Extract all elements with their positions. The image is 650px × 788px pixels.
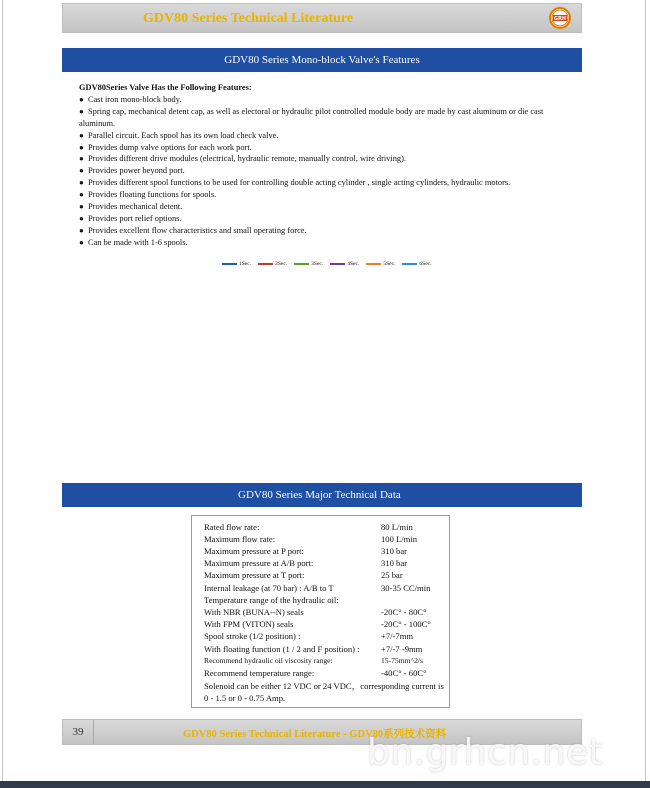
spec-label: With floating function (1 / 2 and F position) : [204, 644, 360, 654]
solenoid-note: Solenoid can be either 12 VDC or 24 VDC，corresponding current is 0 - 1.5 or 0 - 0.75 Amp. [204, 681, 444, 704]
spec-value: 310 bar [381, 558, 408, 568]
legend-label: 1Sec. [239, 261, 252, 267]
spec-row [204, 570, 403, 580]
spec-value: 310 bar [381, 546, 408, 556]
tech-data-box [191, 515, 450, 708]
spec-value: 80 L/min [381, 522, 413, 532]
feature-item [79, 165, 579, 177]
legend-item [366, 261, 395, 267]
spec-row [204, 522, 413, 532]
spec-row [204, 607, 427, 617]
legend-swatch [402, 263, 417, 265]
header-bar [62, 3, 582, 33]
feature-item [79, 225, 579, 237]
features-section-bar [62, 48, 582, 72]
bullet-icon: ● [79, 106, 84, 116]
bullet-icon: ● [79, 94, 84, 104]
bullet-icon: ● [79, 237, 84, 247]
spec-value: 30-35 CC/min [381, 583, 431, 593]
bullet-icon: ● [79, 225, 84, 235]
page-number: 39 [63, 720, 94, 744]
feature-text: Spring cap, mechanical detent cap, as well as electoral or hydraulic pilot controlled module body are made by cast aluminum or die cast aluminum. [79, 106, 544, 128]
feature-item [79, 189, 579, 201]
feature-text: Provides floating functions for spools. [88, 190, 217, 200]
feature-item [79, 237, 579, 249]
spec-label: Rated flow rate: [204, 522, 260, 532]
spec-row [204, 583, 431, 593]
spec-label: Maximum pressure at P port: [204, 546, 304, 556]
bottom-rule [0, 781, 650, 788]
watermark: bn.grhcn.net [367, 732, 604, 773]
spec-label: Recommend hydraulic oil viscosity range: [204, 656, 333, 665]
spec-value: 100 L/min [381, 534, 418, 544]
bullet-icon: ● [79, 166, 84, 176]
spec-label: With FPM (VITON) seals [204, 619, 294, 629]
legend-label: 6Sec. [419, 261, 432, 267]
spec-label: Recommend temperature range: [204, 668, 315, 678]
footer-title: GDV80 Series Technical Literature - GDV80系列技术资料 [183, 729, 447, 740]
spec-label: Maximum pressure at A/B port: [204, 558, 314, 568]
legend-label: 3Sec. [311, 261, 324, 267]
feature-item [79, 153, 579, 165]
feature-text: Provides mechanical detent. [88, 202, 183, 212]
features-heading: GDV80Series Valve Has the Following Features: [79, 83, 252, 92]
spec-label: With NBR (BUNA--N) seals [204, 607, 304, 617]
feature-text: Provides different drive modules (electrical, hydraulic remote, manually control, wire driving). [88, 154, 406, 164]
spec-row [204, 631, 414, 641]
spec-label: Spool stroke (1/2 position) : [204, 631, 301, 641]
page-border-right [645, 0, 646, 788]
legend-label: 2Sec. [275, 261, 288, 267]
feature-item [79, 201, 579, 213]
spec-row [204, 644, 423, 654]
feature-item [79, 177, 579, 189]
legend-item [258, 261, 287, 267]
feature-item [79, 130, 579, 142]
spec-label: Maximum flow rate: [204, 534, 276, 544]
spec-row [204, 558, 408, 568]
bullet-icon: ● [79, 130, 84, 140]
bullet-icon: ● [79, 154, 84, 164]
feature-text: Can be made with 1-6 spools. [88, 237, 188, 247]
legend-item [402, 261, 431, 267]
spec-value: 25 bar [381, 570, 403, 580]
tech-section-bar [62, 483, 582, 507]
bullet-icon: ● [79, 190, 84, 200]
feature-item [79, 213, 579, 225]
spec-label: Maximum pressure at T port: [204, 570, 305, 580]
spec-row [204, 656, 423, 665]
legend-item [294, 261, 323, 267]
features-list [79, 82, 579, 249]
logo-text: GRH [553, 16, 567, 22]
bullet-icon: ● [79, 142, 84, 152]
spec-row [204, 546, 408, 556]
feature-item [79, 106, 579, 130]
company-logo [549, 7, 571, 29]
spec-row [204, 534, 418, 544]
tech-section-title: GDV80 Series Major Technical Data [238, 489, 401, 501]
legend-label: 5Sec. [383, 261, 396, 267]
legend-swatch [258, 263, 273, 265]
feature-text: Provides power beyond port. [88, 166, 185, 176]
spec-value: -20C° - 80C° [381, 607, 427, 617]
legend-swatch [366, 263, 381, 265]
feature-item [79, 94, 579, 106]
feature-text: Cast iron mono-block body. [88, 94, 182, 104]
spec-value: -40C° - 60C° [381, 668, 427, 678]
legend-item [330, 261, 359, 267]
sections-legend [222, 261, 438, 267]
spec-label: Internal leakage (at 70 bar) : A/B to T [204, 583, 334, 593]
header-title: GDV80 Series Technical Literature [143, 11, 354, 26]
spec-value: 15-75mm^2/s [381, 656, 423, 665]
legend-swatch [330, 263, 345, 265]
feature-text: Parallel circuit. Each spool has its own load check valve. [88, 130, 279, 140]
legend-item [222, 261, 251, 267]
feature-text: Provides excellent flow characteristics and small operating force. [88, 225, 307, 235]
page-border-left [2, 0, 3, 788]
spec-row [204, 595, 339, 605]
legend-swatch [294, 263, 309, 265]
bullet-icon: ● [79, 213, 84, 223]
feature-text: Provides dump valve options for each work port. [88, 142, 252, 152]
spec-value: +7/-7 -9mm [381, 644, 423, 654]
bullet-icon: ● [79, 178, 84, 188]
spec-label: Temperature range of the hydraulic oil: [204, 595, 339, 605]
features-section-title: GDV80 Series Mono-block Valve's Features [224, 54, 420, 66]
feature-item [79, 142, 579, 154]
spec-row [204, 668, 427, 678]
grh-logo-icon [551, 9, 569, 27]
legend-label: 4Sec. [347, 261, 360, 267]
spec-row [204, 619, 431, 629]
spec-value: -20C° - 100C° [381, 619, 431, 629]
spec-value: +7/-7mm [381, 631, 414, 641]
bullet-icon: ● [79, 202, 84, 212]
feature-text: Provides port relief options. [88, 213, 182, 223]
feature-text: Provides different spool functions to be used for controlling double acting cylinder , single acting cylinders, hydraulic motors. [88, 178, 511, 188]
legend-swatch [222, 263, 237, 265]
